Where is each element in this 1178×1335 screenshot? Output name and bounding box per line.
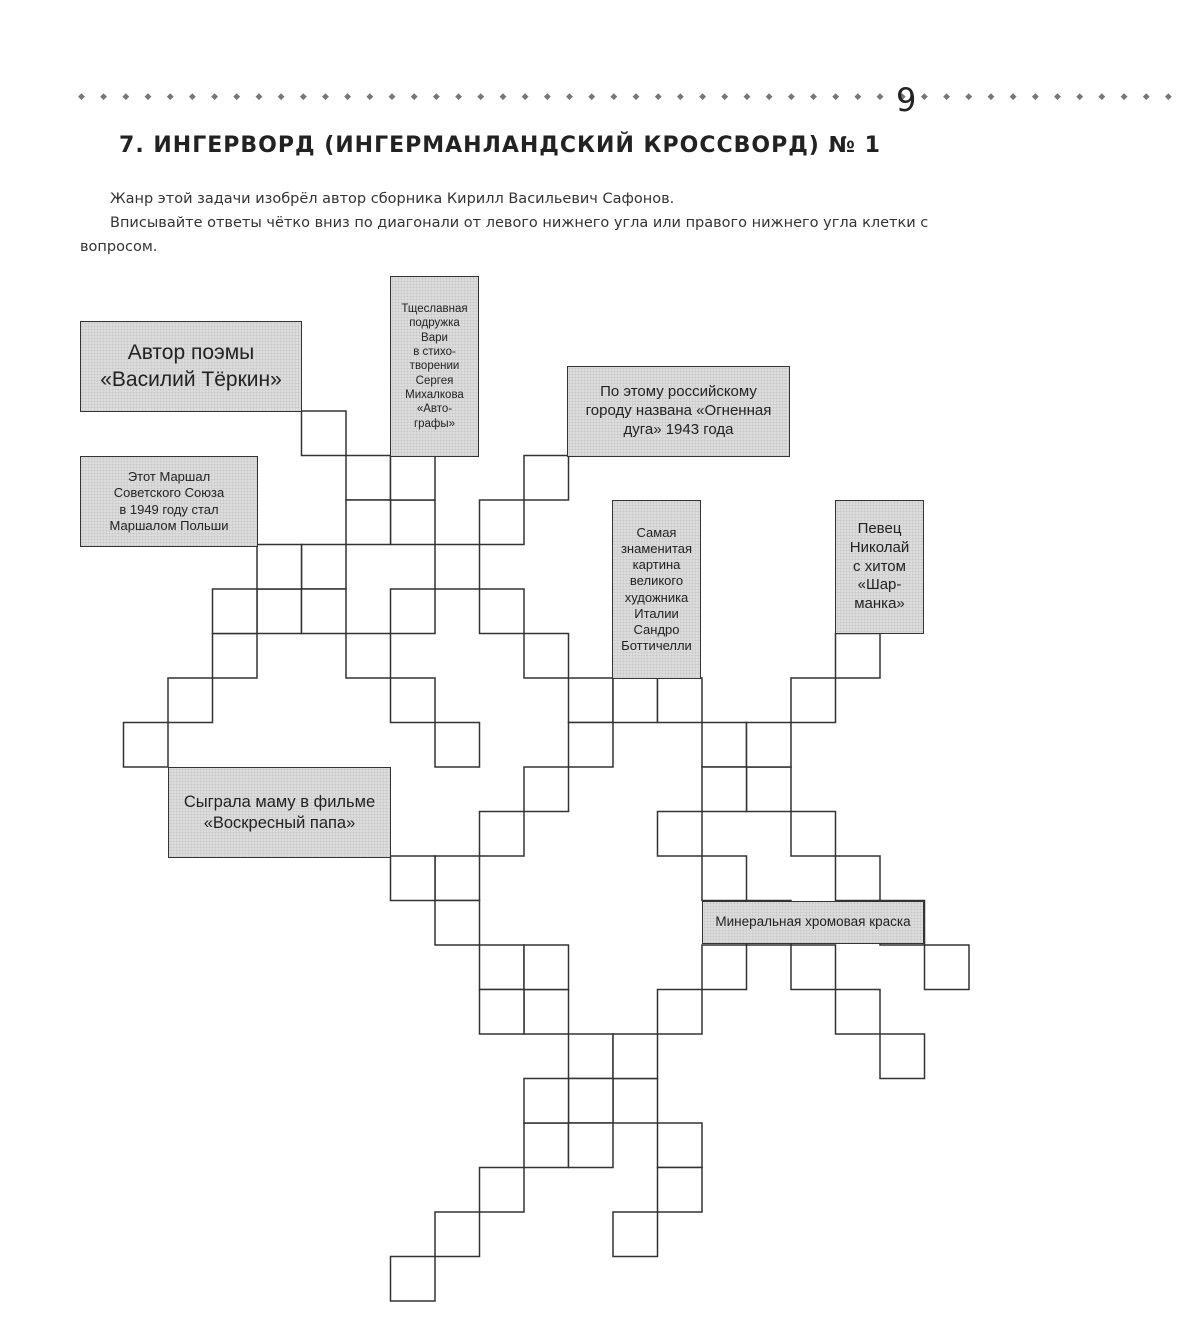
answer-cell[interactable] xyxy=(791,945,836,990)
answer-cell[interactable] xyxy=(435,545,480,590)
answer-cell[interactable] xyxy=(747,723,792,768)
answer-cell[interactable] xyxy=(658,1123,703,1168)
clue-box-actress: Сыграла маму в фильме «Воскресный папа» xyxy=(168,767,391,858)
answer-cell[interactable] xyxy=(658,812,703,857)
answer-cell[interactable] xyxy=(658,678,703,723)
answer-cell[interactable] xyxy=(702,723,747,768)
decorative-dot-rule: ◆ ◆ ◆ ◆ ◆ ◆ ◆ ◆ ◆ ◆ ◆ ◆ ◆ ◆ ◆ ◆ ◆ ◆ ◆ ◆ ◆ ◆ ◆ ◆ ◆ ◆ ◆ ◆ ◆ ◆ ◆ ◆ ◆ ◆ ◆ ◆ ◆ ◆ ◆ ◆ ◆ ◆ ◆ ◆ ◆ ◆ ◆ ◆ ◆ ◆ xyxy=(78,92,1178,102)
clue-box-tvardovsky: Автор поэмы «Василий Тёркин» xyxy=(80,321,302,412)
clue-box-chrome-paint: Минеральная хромовая краска xyxy=(702,901,924,944)
answer-cell[interactable] xyxy=(391,856,436,901)
answer-cell[interactable] xyxy=(480,589,525,634)
answer-cell[interactable] xyxy=(524,634,569,679)
answer-cell[interactable] xyxy=(702,945,747,990)
answer-cell[interactable] xyxy=(569,1034,614,1079)
answer-cell[interactable] xyxy=(391,500,436,545)
answer-cell[interactable] xyxy=(836,990,881,1035)
clue-box-vain-friend: Тщеславная подружка Вари в стихо- творении Сергея Михалкова «Авто- графы» xyxy=(390,276,479,457)
answer-cell[interactable] xyxy=(213,589,258,634)
answer-cell[interactable] xyxy=(569,1079,614,1124)
answer-cell[interactable] xyxy=(524,1079,569,1124)
answer-cell[interactable] xyxy=(524,767,569,812)
answer-cell[interactable] xyxy=(569,678,614,723)
answer-cell[interactable] xyxy=(257,589,302,634)
answer-cell[interactable] xyxy=(257,545,302,590)
answer-cell[interactable] xyxy=(480,1168,525,1213)
answer-cell[interactable] xyxy=(480,945,525,990)
answer-cell[interactable] xyxy=(524,990,569,1035)
answer-cell[interactable] xyxy=(613,1034,658,1079)
answer-cell[interactable] xyxy=(658,1168,703,1213)
answer-cell[interactable] xyxy=(480,990,525,1035)
answer-cell[interactable] xyxy=(569,723,614,768)
answer-cell[interactable] xyxy=(302,589,347,634)
answer-cell[interactable] xyxy=(346,456,391,501)
answer-cell[interactable] xyxy=(524,945,569,990)
answer-cell[interactable] xyxy=(480,812,525,857)
answer-cell[interactable] xyxy=(613,1079,658,1124)
answer-cell[interactable] xyxy=(702,767,747,812)
answer-cell[interactable] xyxy=(124,723,169,768)
answer-cell[interactable] xyxy=(836,634,881,679)
answer-cell[interactable] xyxy=(480,500,525,545)
intro-paragraph-2: Вписывайте ответы чётко вниз по диагонали от левого нижнего угла или правого нижнего угла клетки с вопросом. xyxy=(80,215,929,255)
clue-box-singer: Певец Николай с хитом «Шар- манка» xyxy=(835,500,924,634)
answer-cell[interactable] xyxy=(391,456,436,501)
intro-paragraph-1: Жанр этой задачи изобрёл автор сборника Кирилл Васильевич Сафонов. xyxy=(110,191,675,207)
answer-cell[interactable] xyxy=(791,812,836,857)
answer-cell[interactable] xyxy=(658,990,703,1035)
answer-cell[interactable] xyxy=(168,678,213,723)
answer-cell[interactable] xyxy=(747,767,792,812)
answer-cell[interactable] xyxy=(391,678,436,723)
answer-cell[interactable] xyxy=(391,1257,436,1302)
page-title: 7. ИНГЕРВОРД (ИНГЕРМАНЛАНДСКИЙ КРОССВОРД) № 1 xyxy=(119,133,881,158)
answer-cell[interactable] xyxy=(569,1123,614,1168)
answer-cell[interactable] xyxy=(435,723,480,768)
answer-cell[interactable] xyxy=(435,1212,480,1257)
answer-cell[interactable] xyxy=(346,634,391,679)
answer-cell[interactable] xyxy=(435,901,480,946)
clue-box-kursk: По этому российскому городу названа «Огненная дуга» 1943 года xyxy=(567,366,790,457)
clue-box-botticelli: Самая знаменитая картина великого художника Италии Сандро Боттичелли xyxy=(612,500,701,679)
answer-cell[interactable] xyxy=(836,856,881,901)
answer-cell[interactable] xyxy=(880,1034,925,1079)
answer-cell[interactable] xyxy=(791,678,836,723)
answer-cell[interactable] xyxy=(302,545,347,590)
clue-box-marshal: Этот Маршал Советского Союза в 1949 году стал Маршалом Польши xyxy=(80,456,258,547)
answer-cell[interactable] xyxy=(524,1123,569,1168)
answer-cell[interactable] xyxy=(613,678,658,723)
answer-cell[interactable] xyxy=(346,500,391,545)
answer-cell[interactable] xyxy=(302,411,347,456)
answer-cell[interactable] xyxy=(702,856,747,901)
page-number: 9 xyxy=(896,81,917,119)
answer-cell[interactable] xyxy=(613,1212,658,1257)
answer-cell[interactable] xyxy=(925,945,970,990)
answer-cell[interactable] xyxy=(524,456,569,501)
answer-cell[interactable] xyxy=(213,634,258,679)
answer-cell[interactable] xyxy=(391,589,436,634)
answer-cell[interactable] xyxy=(435,856,480,901)
